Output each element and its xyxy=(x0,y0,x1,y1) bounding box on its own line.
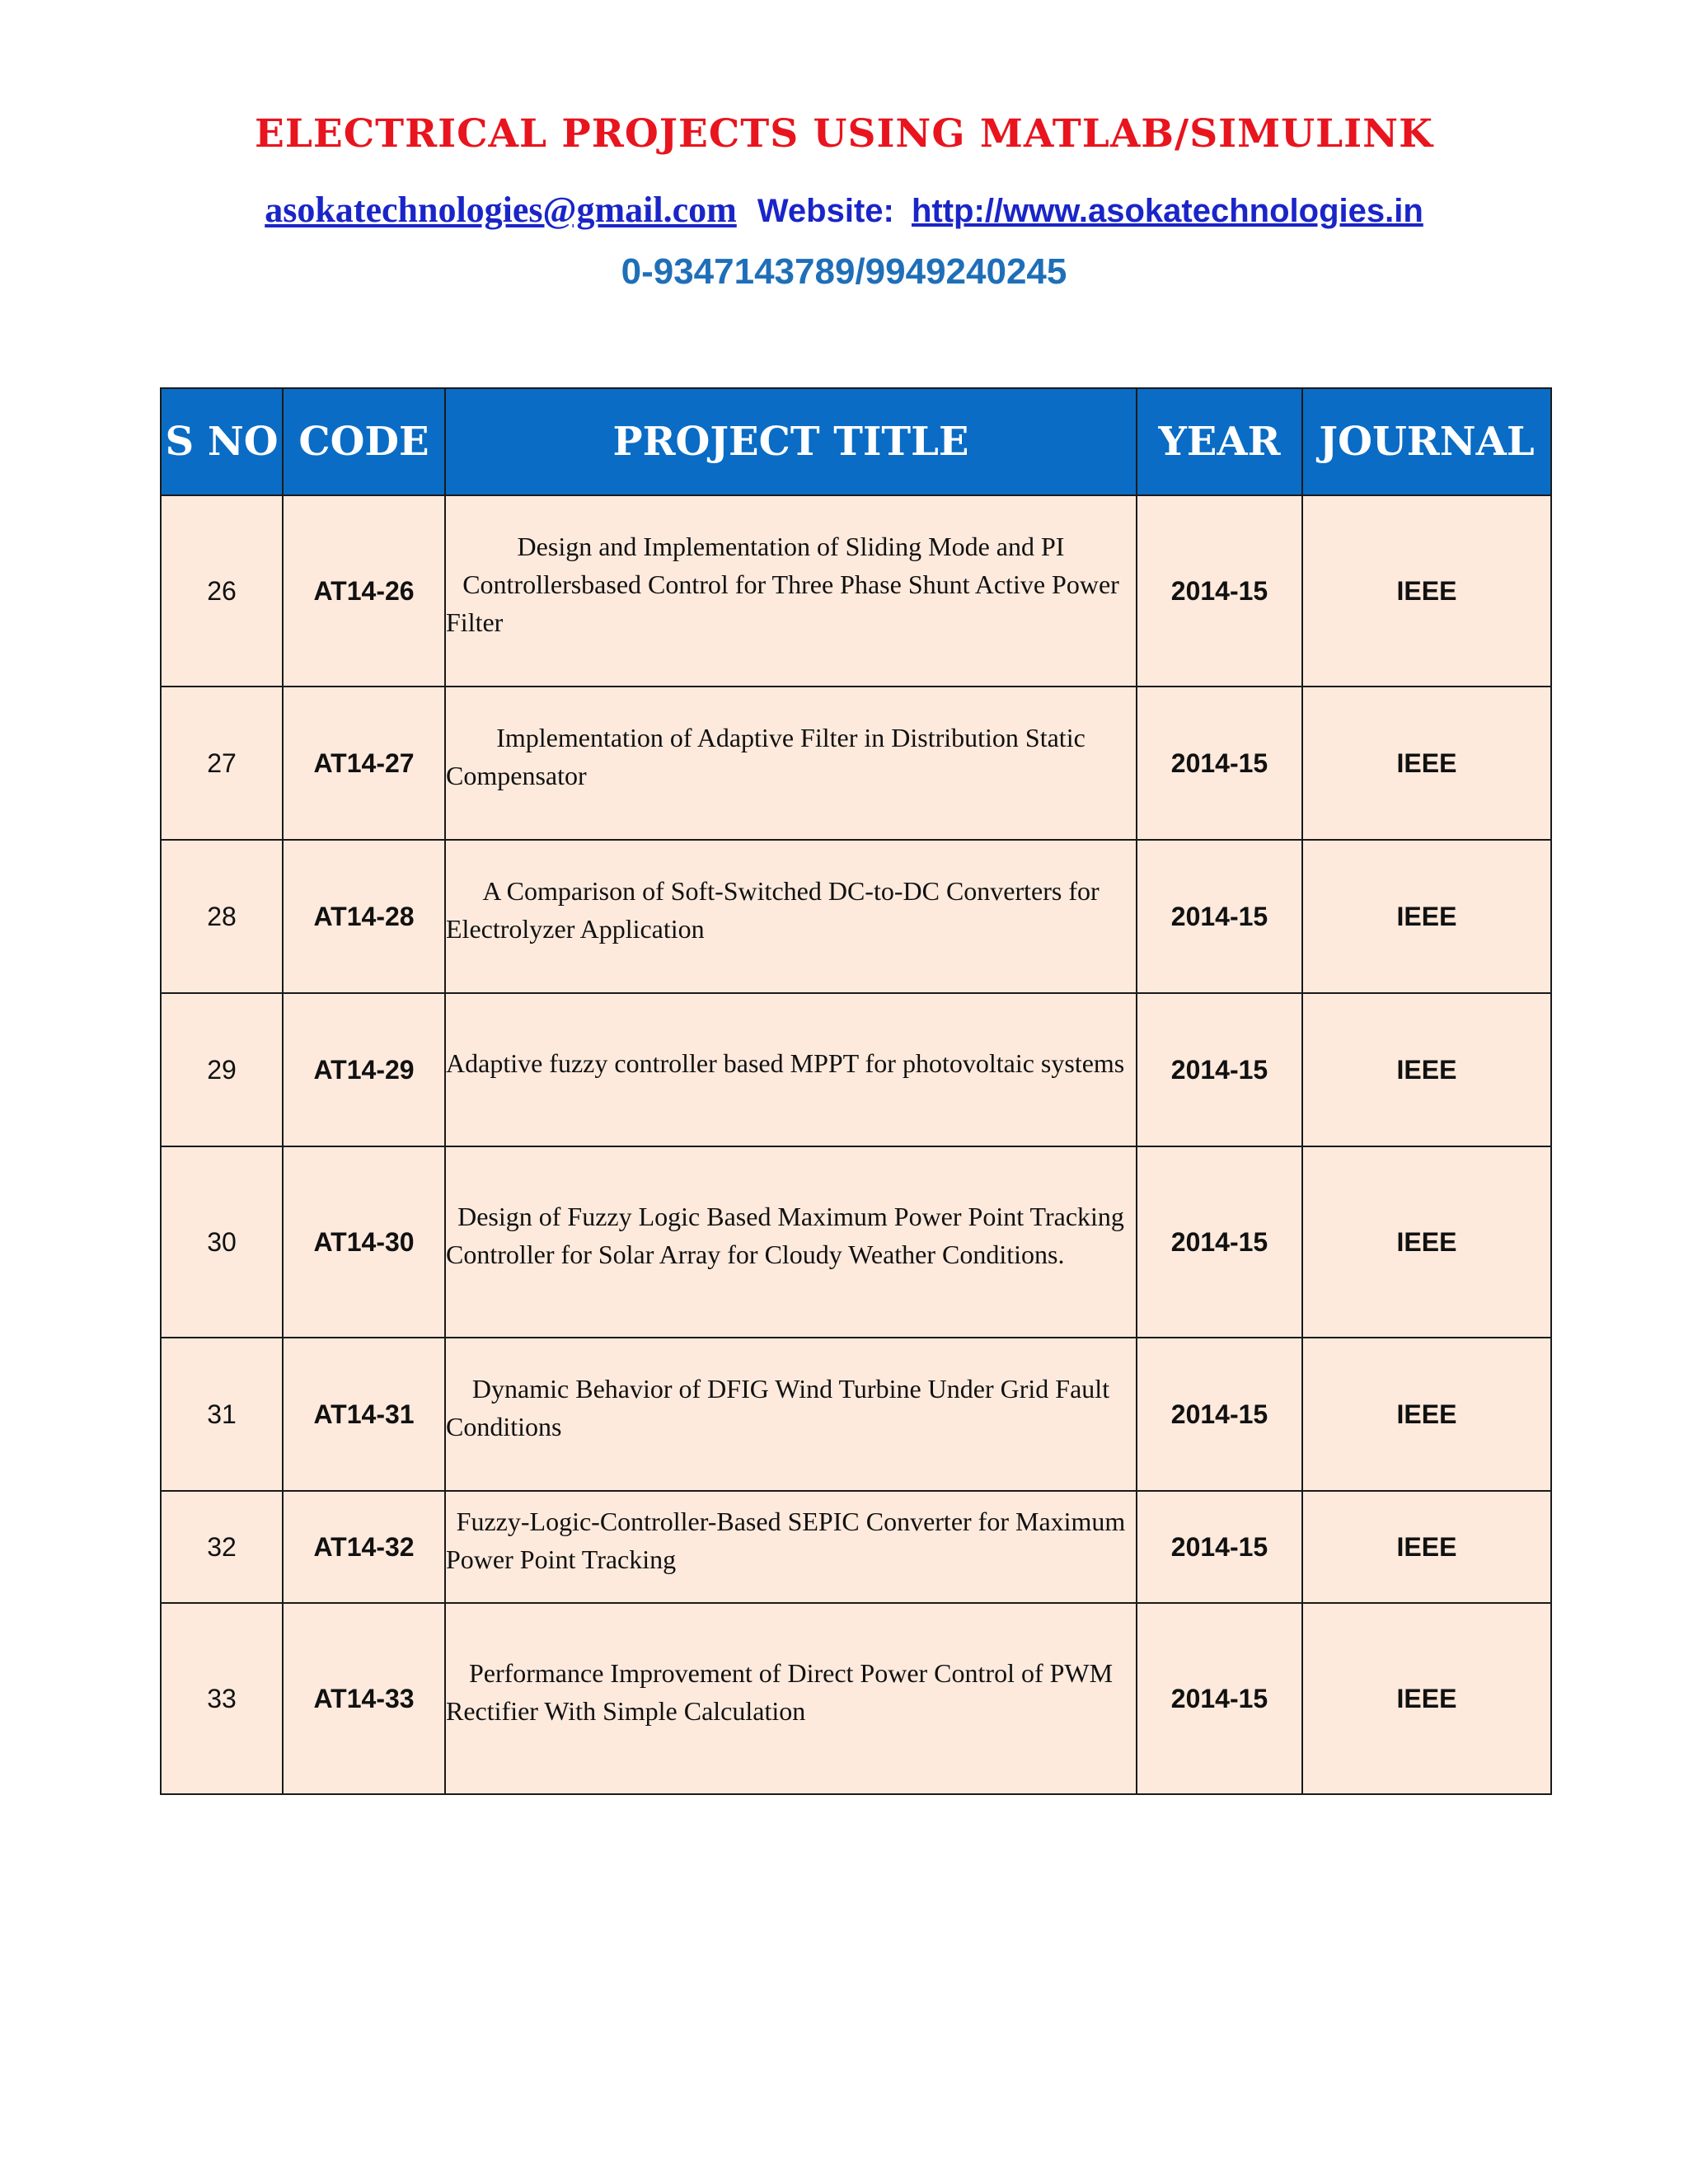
cell-journal: IEEE xyxy=(1302,1146,1551,1338)
cell-sno: 26 xyxy=(161,495,283,687)
page-title: ELECTRICAL PROJECTS USING MATLAB/SIMULINK xyxy=(255,111,1433,157)
project-title-text: Fuzzy-Logic-Controller-Based SEPIC Converter for Maximum Power Point Tracking xyxy=(446,1507,1126,1574)
column-header-code: CODE xyxy=(283,388,445,495)
column-header-project-title: PROJECT TITLE xyxy=(445,388,1137,495)
cell-sno: 30 xyxy=(161,1146,283,1338)
cell-code: AT14-32 xyxy=(283,1491,445,1603)
projects-table xyxy=(160,387,1552,1795)
project-title-text: Design and Implementation of Sliding Mode and PI Controllersbased Control for Three Phase Shunt Active Power Filter xyxy=(446,532,1119,637)
column-header-sno: S NO xyxy=(161,388,283,495)
website-label: Website: xyxy=(757,193,894,229)
contact-line xyxy=(0,185,1688,236)
cell-project-title xyxy=(445,1338,1137,1491)
cell-code: AT14-30 xyxy=(283,1146,445,1338)
cell-journal: IEEE xyxy=(1302,687,1551,840)
project-title-text: Performance Improvement of Direct Power Control of PWM Rectifier With Simple Calculation xyxy=(446,1658,1114,1726)
cell-year: 2014-15 xyxy=(1137,687,1302,840)
cell-year: 2014-15 xyxy=(1137,993,1302,1146)
cell-journal: IEEE xyxy=(1302,1338,1551,1491)
cell-code: AT14-29 xyxy=(283,993,445,1146)
table-row xyxy=(161,993,1551,1146)
phone-numbers: 0-9347143789/9949240245 xyxy=(621,251,1067,292)
cell-journal: IEEE xyxy=(1302,1491,1551,1603)
cell-project-title xyxy=(445,1603,1137,1794)
cell-sno: 28 xyxy=(161,840,283,993)
column-header-journal: JOURNAL xyxy=(1302,388,1551,495)
project-title-text: A Comparison of Soft-Switched DC-to-DC Converters for Electrolyzer Application xyxy=(446,876,1100,944)
table-row xyxy=(161,1146,1551,1338)
email-link[interactable]: asokatechnologies@gmail.com xyxy=(265,190,737,230)
cell-project-title xyxy=(445,840,1137,993)
cell-journal: IEEE xyxy=(1302,993,1551,1146)
cell-journal: IEEE xyxy=(1302,495,1551,687)
project-title-text: Dynamic Behavior of DFIG Wind Turbine Under Grid Fault Conditions xyxy=(446,1374,1110,1441)
cell-year: 2014-15 xyxy=(1137,1338,1302,1491)
project-title-text: Design of Fuzzy Logic Based Maximum Power Point Tracking Controller for Solar Array for Cloudy Weather Conditions. xyxy=(446,1202,1124,1269)
website-link[interactable]: http://www.asokatechnologies.in xyxy=(911,193,1423,229)
cell-project-title xyxy=(445,1491,1137,1603)
table-row xyxy=(161,1491,1551,1603)
cell-journal: IEEE xyxy=(1302,1603,1551,1794)
cell-year: 2014-15 xyxy=(1137,1146,1302,1338)
table-row xyxy=(161,1603,1551,1794)
cell-code: AT14-27 xyxy=(283,687,445,840)
project-title-text: Implementation of Adaptive Filter in Distribution Static Compensator xyxy=(446,723,1085,790)
cell-project-title xyxy=(445,993,1137,1146)
cell-year: 2014-15 xyxy=(1137,1491,1302,1603)
table-row xyxy=(161,1338,1551,1491)
cell-code: AT14-33 xyxy=(283,1603,445,1794)
column-header-year: YEAR xyxy=(1137,388,1302,495)
cell-project-title xyxy=(445,687,1137,840)
table-row xyxy=(161,495,1551,687)
cell-project-title xyxy=(445,495,1137,687)
cell-sno: 32 xyxy=(161,1491,283,1603)
cell-year: 2014-15 xyxy=(1137,1603,1302,1794)
cell-journal: IEEE xyxy=(1302,840,1551,993)
cell-sno: 33 xyxy=(161,1603,283,1794)
cell-code: AT14-28 xyxy=(283,840,445,993)
cell-code: AT14-31 xyxy=(283,1338,445,1491)
cell-project-title xyxy=(445,1146,1137,1338)
table-row xyxy=(161,840,1551,993)
table-header-row xyxy=(161,388,1551,495)
cell-year: 2014-15 xyxy=(1137,840,1302,993)
project-title-text: Adaptive fuzzy controller based MPPT for photovoltaic systems xyxy=(446,1048,1125,1078)
table-row xyxy=(161,687,1551,840)
cell-sno: 29 xyxy=(161,993,283,1146)
cell-sno: 31 xyxy=(161,1338,283,1491)
cell-sno: 27 xyxy=(161,687,283,840)
cell-year: 2014-15 xyxy=(1137,495,1302,687)
cell-code: AT14-26 xyxy=(283,495,445,687)
